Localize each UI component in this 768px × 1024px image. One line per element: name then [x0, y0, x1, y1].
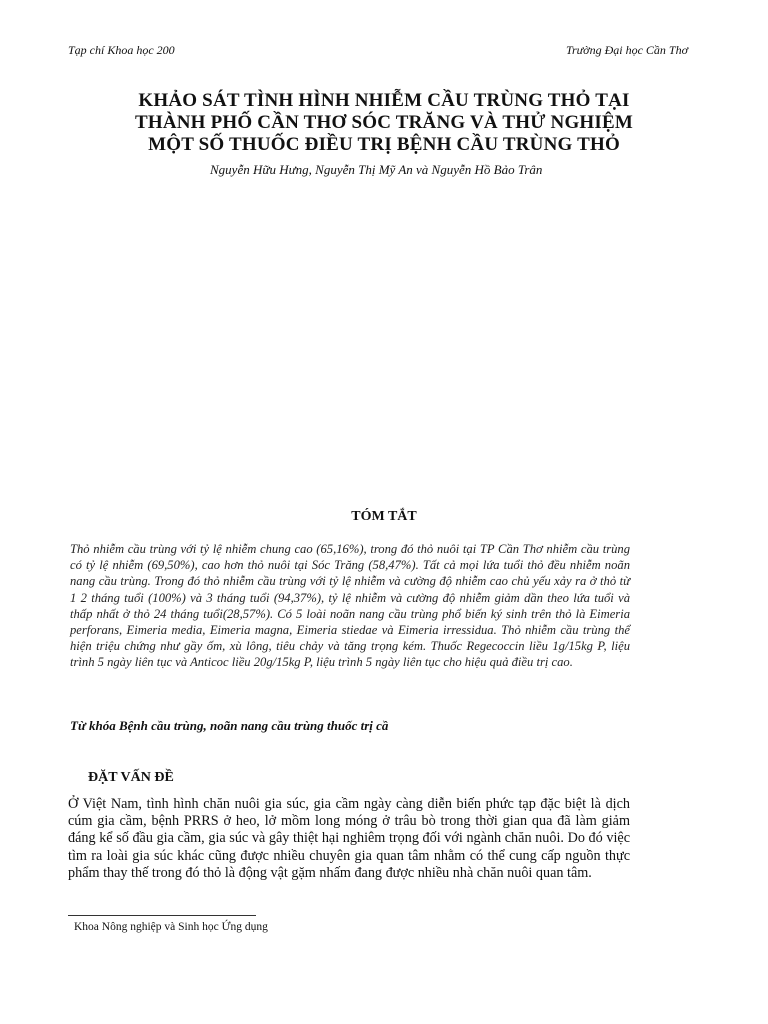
abstract-body: Thỏ nhiễm cầu trùng với tỷ lệ nhiễm chung cao (65,16%), trong đó thỏ nuôi tại TP Cần Thơ nhiễm cầu trùng có tỷ lệ nhiễm (69,50%), cao hơn thỏ nuôi tại Sóc Trăng (58,47%). Tất cả mọi lứa tuổi thỏ đều nhiễm noãn nang cầu trùng. Trong đó thỏ nhiễm cầu trùng với tỷ lệ nhiễm và cường độ nhiễm cao chủ yếu xảy ra ở thỏ từ 1 2 tháng tuổi (100%) và 3 tháng tuổi (94,37%), tỷ lệ nhiễm và cường độ nhiễm giảm dần theo lứa tuổi và thấp nhất ở thỏ 24 tháng tuổi(28,57%). Có 5 loài noãn nang cầu trùng phổ biến ký sinh trên thỏ là Eimeria perforans, Eimeria media, Eimeria magna, Eimeria stiedae và Eimeria irressidua. Thỏ nhiễm cầu trùng thể hiện triệu chứng như gầy ốm, xù lông, tiêu chảy và tăng trọng kém. Thuốc Regecoccin liều 1g/15kg P, liệu trình 5 ngày liên tục và Anticoc liều 20g/15kg P, liệu trình 5 ngày liên tục cho hiệu quả điều trị cao.	[70, 542, 630, 670]
section-body: Ở Việt Nam, tình hình chăn nuôi gia súc, gia cầm ngày càng diễn biến phức tạp đặc biệt là dịch cúm gia cầm, bệnh PRRS ở heo, lở mồm long móng ở trâu bò trong thời gian qua đã làm giảm đáng kể số đầu gia cầm, gia súc và gây thiệt hại nghiêm trọng đối với ngành chăn nuôi. Do đó việc tìm ra loài gia súc khác cũng được nhiều chuyên gia quan tâm nhằm có thể cung cấp nguồn thực phẩm thay thế trong đó thỏ là động vật gặm nhấm đang được nhiều nhà chăn nuôi quan tâm.	[68, 796, 630, 881]
university-name: Trường Đại học Cần Thơ	[565, 43, 688, 57]
title-line-2: THÀNH PHỐ CẦN THƠ SÓC TRĂNG VÀ THỬ NGHIỆM	[134, 112, 634, 133]
section-heading: ĐẶT VẤN ĐỀ	[88, 770, 174, 785]
abstract-heading: TÓM TẮT	[351, 509, 417, 524]
paper-title	[60, 90, 708, 156]
footnote: Khoa Nông nghiệp và Sinh học Ứng dụng	[74, 921, 268, 933]
title-line-1: KHẢO SÁT TÌNH HÌNH NHIỄM CẦU TRÙNG THỎ TẠI	[138, 90, 630, 111]
footnote-divider	[68, 915, 256, 916]
keywords: Từ khóa Bệnh cầu trùng, noãn nang cầu trùng thuốc trị cầ	[70, 718, 389, 733]
journal-name: Tạp chí Khoa học 200	[68, 43, 175, 57]
title-line-3: MỘT SỐ THUỐC ĐIỀU TRỊ BỆNH CẦU TRÙNG THỎ	[148, 134, 620, 155]
authors: Nguyễn Hữu Hưng, Nguyễn Thị Mỹ An và Nguyễn Hồ Bảo Trân	[210, 162, 543, 177]
